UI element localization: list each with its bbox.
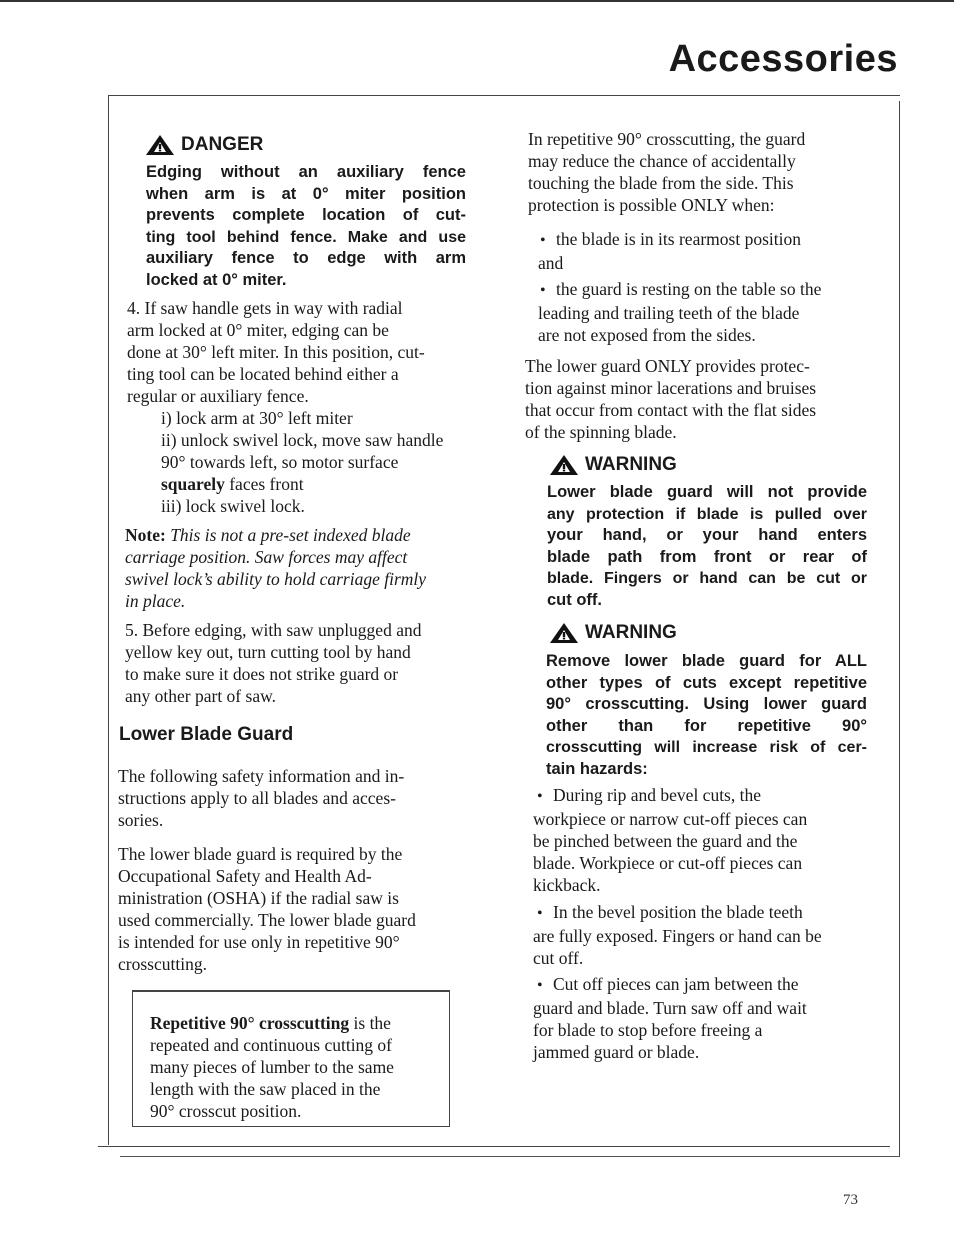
lbg-p1-line: sories. (118, 810, 164, 830)
bullet-line: • During rip and bevel cuts, the (537, 784, 877, 808)
danger-line: auxiliary fence to edge with arm (146, 249, 466, 267)
lbg-paragraph-1 (118, 765, 468, 831)
step4-line: regular or auxiliary fence. (127, 386, 309, 406)
warning-triangle-icon (145, 134, 175, 156)
warning-heading-2 (549, 622, 677, 644)
warning-triangle-icon (549, 454, 579, 476)
danger-heading (145, 134, 263, 156)
danger-line: ting tool behind fence. Make and use (146, 228, 466, 246)
warning2-line: tain hazards: (546, 759, 648, 778)
intro-line: protection is possible ONLY when: (528, 195, 775, 215)
step4-line: done at 30° left miter. In this position, cut- (127, 342, 425, 362)
lbg-p1-line: structions apply to all blades and acces- (118, 788, 396, 808)
danger-line: locked at 0° miter. (146, 270, 287, 289)
bullet-rearmost (540, 228, 880, 274)
warning2-line: 90° crosscutting. Using lower guard (546, 695, 867, 713)
page-number: 73 (843, 1192, 858, 1208)
intro-line: In repetitive 90° crosscutting, the guard (528, 129, 806, 149)
danger-title: DANGER (181, 134, 264, 155)
frame-rule-bottom (98, 1146, 890, 1147)
note-line: carriage position. Saw forces may affect (125, 547, 408, 567)
lbg-p2-line: ministration (OSHA) if the radial saw is (118, 888, 399, 908)
step4-line: arm locked at 0° miter, edging can be (127, 320, 389, 340)
bullet-line: guard and blade. Turn saw off and wait (533, 998, 807, 1018)
warning-title: WARNING (585, 454, 677, 475)
step5-line: to make sure it does not strike guard or (125, 664, 399, 684)
lbg-p2-line: crosscutting. (118, 954, 207, 974)
warning2-line: Remove lower blade guard for ALL (546, 652, 867, 670)
warning1-line: cut off. (547, 590, 602, 609)
warning1-line: blade path from front or rear of (547, 547, 867, 566)
step4-sub-line: 90° towards left, so motor surface (161, 452, 399, 472)
lbg-p2-line: used commercially. The lower blade guard (118, 910, 416, 930)
danger-text (146, 162, 466, 291)
bullet-line: blade. Workpiece or cut-off pieces can (533, 853, 803, 873)
step4-sub-line: iii) lock swivel lock. (161, 496, 305, 516)
bullet-bevel-exposed (533, 901, 877, 969)
note-line (125, 524, 475, 546)
only-line: of the spinning blade. (525, 422, 677, 442)
right-intro (528, 128, 878, 216)
frame-rule-top (108, 95, 900, 96)
only-line: The lower guard ONLY provides protec- (525, 356, 810, 376)
bullet-line: cut off. (533, 948, 584, 968)
warning2-line: other types of cuts except repetitive (546, 673, 867, 692)
warning2-line: other than for repetitive 90° (546, 716, 867, 735)
warning2-line: crosscutting will increase risk of cer- (546, 739, 867, 756)
bullet-line: are not exposed from the sides. (538, 325, 756, 345)
step5-line: yellow key out, turn cutting tool by hand (125, 642, 411, 662)
warning-title: WARNING (585, 622, 677, 643)
definition-line: many pieces of lumber to the same (150, 1057, 394, 1077)
note (125, 524, 475, 612)
bullet-jam (533, 973, 877, 1063)
definition-line: length with the saw placed in the (150, 1079, 381, 1099)
definition-line: repeated and continuous cutting of (150, 1035, 393, 1055)
bullet-line: and (538, 253, 564, 273)
warning-1-text (547, 482, 867, 611)
top-rule (0, 0, 954, 2)
lbg-p2-line: is intended for use only in repetitive 90° (118, 932, 400, 952)
danger-line: Edging without an auxiliary fence (146, 163, 466, 181)
warning-triangle-icon (549, 622, 579, 644)
note-line: in place. (125, 591, 186, 611)
bullet-line: workpiece or narrow cut-off pieces can (533, 809, 808, 829)
warning-heading-1 (549, 454, 677, 476)
note-label: Note: (125, 525, 166, 545)
step5-line: any other part of saw. (125, 686, 276, 706)
definition-line (150, 1012, 440, 1034)
step4-sub-line (161, 473, 477, 495)
danger-line: prevents complete location of cut- (146, 206, 466, 224)
bullet-rip-bevel (533, 784, 877, 896)
definition-box (132, 990, 450, 1127)
lower-guard-only-paragraph (525, 355, 875, 443)
bullet-line: leading and trailing teeth of the blade (538, 303, 800, 323)
definition-text (150, 1012, 440, 1122)
page-title: Accessories (668, 38, 898, 80)
bullet-line: are fully exposed. Fingers or hand can be (533, 926, 822, 946)
bullet-resting (540, 278, 880, 346)
step-5 (125, 619, 475, 707)
step4-line: 4. If saw handle gets in way with radial (127, 298, 403, 318)
step4-sublist (127, 407, 477, 517)
lbg-p1-line: The following safety information and in- (118, 766, 405, 786)
definition-line: 90° crosscut position. (150, 1101, 302, 1121)
squarely-rest: faces front (224, 474, 304, 494)
danger-line: when arm is at 0° miter position (146, 184, 466, 203)
bullet-line: jammed guard or blade. (533, 1042, 700, 1062)
note-line: swivel lock’s ability to hold carriage firmly (125, 569, 427, 589)
step4-sub-line: ii) unlock swivel lock, move saw handle (161, 430, 444, 450)
bullet-line: • Cut off pieces can jam between the (537, 973, 877, 997)
definition-term: Repetitive 90° crosscutting (150, 1013, 350, 1033)
frame-rule-left (108, 95, 109, 1145)
bullet-line: • the blade is in its rearmost position (540, 228, 880, 252)
note-first-rest: This is not a pre-set indexed blade (165, 525, 411, 545)
intro-line: may reduce the chance of accidentally (528, 151, 796, 171)
intro-line: touching the blade from the side. This (528, 173, 794, 193)
step-4 (127, 297, 477, 517)
warning1-line: Lower blade guard will not provide (547, 483, 867, 501)
only-line: tion against minor lacerations and bruises (525, 378, 817, 398)
only-line: that occur from contact with the flat sides (525, 400, 817, 420)
step4-sub-line: i) lock arm at 30° left miter (161, 408, 353, 428)
bullet-line: • the guard is resting on the table so the (540, 278, 880, 302)
lbg-paragraph-2 (118, 843, 468, 975)
warning1-line: blade. Fingers or hand can be cut or (547, 570, 867, 587)
bullet-line: • In the bevel position the blade teeth (537, 901, 877, 925)
warning1-line: any protection if blade is pulled over (547, 505, 867, 523)
lbg-p2-line: The lower blade guard is required by the (118, 844, 403, 864)
warning1-line: your hand, or your hand enters (547, 526, 867, 544)
warning-2-text (546, 651, 867, 780)
squarely-bold: squarely (161, 474, 225, 494)
step4-line: ting tool can be located behind either a (127, 364, 399, 384)
bullet-line: be pinched between the guard and the (533, 831, 798, 851)
definition-first-rest: is the (349, 1013, 391, 1033)
lbg-p2-line: Occupational Safety and Health Ad- (118, 866, 372, 886)
step5-line: 5. Before edging, with saw unplugged and (125, 620, 422, 640)
bullet-line: kickback. (533, 875, 601, 895)
bullet-line: for blade to stop before freeing a (533, 1020, 763, 1040)
frame-rule-right (899, 101, 900, 1156)
lower-blade-guard-heading: Lower Blade Guard (119, 724, 294, 745)
frame-rule-bottom-inner (120, 1156, 900, 1157)
